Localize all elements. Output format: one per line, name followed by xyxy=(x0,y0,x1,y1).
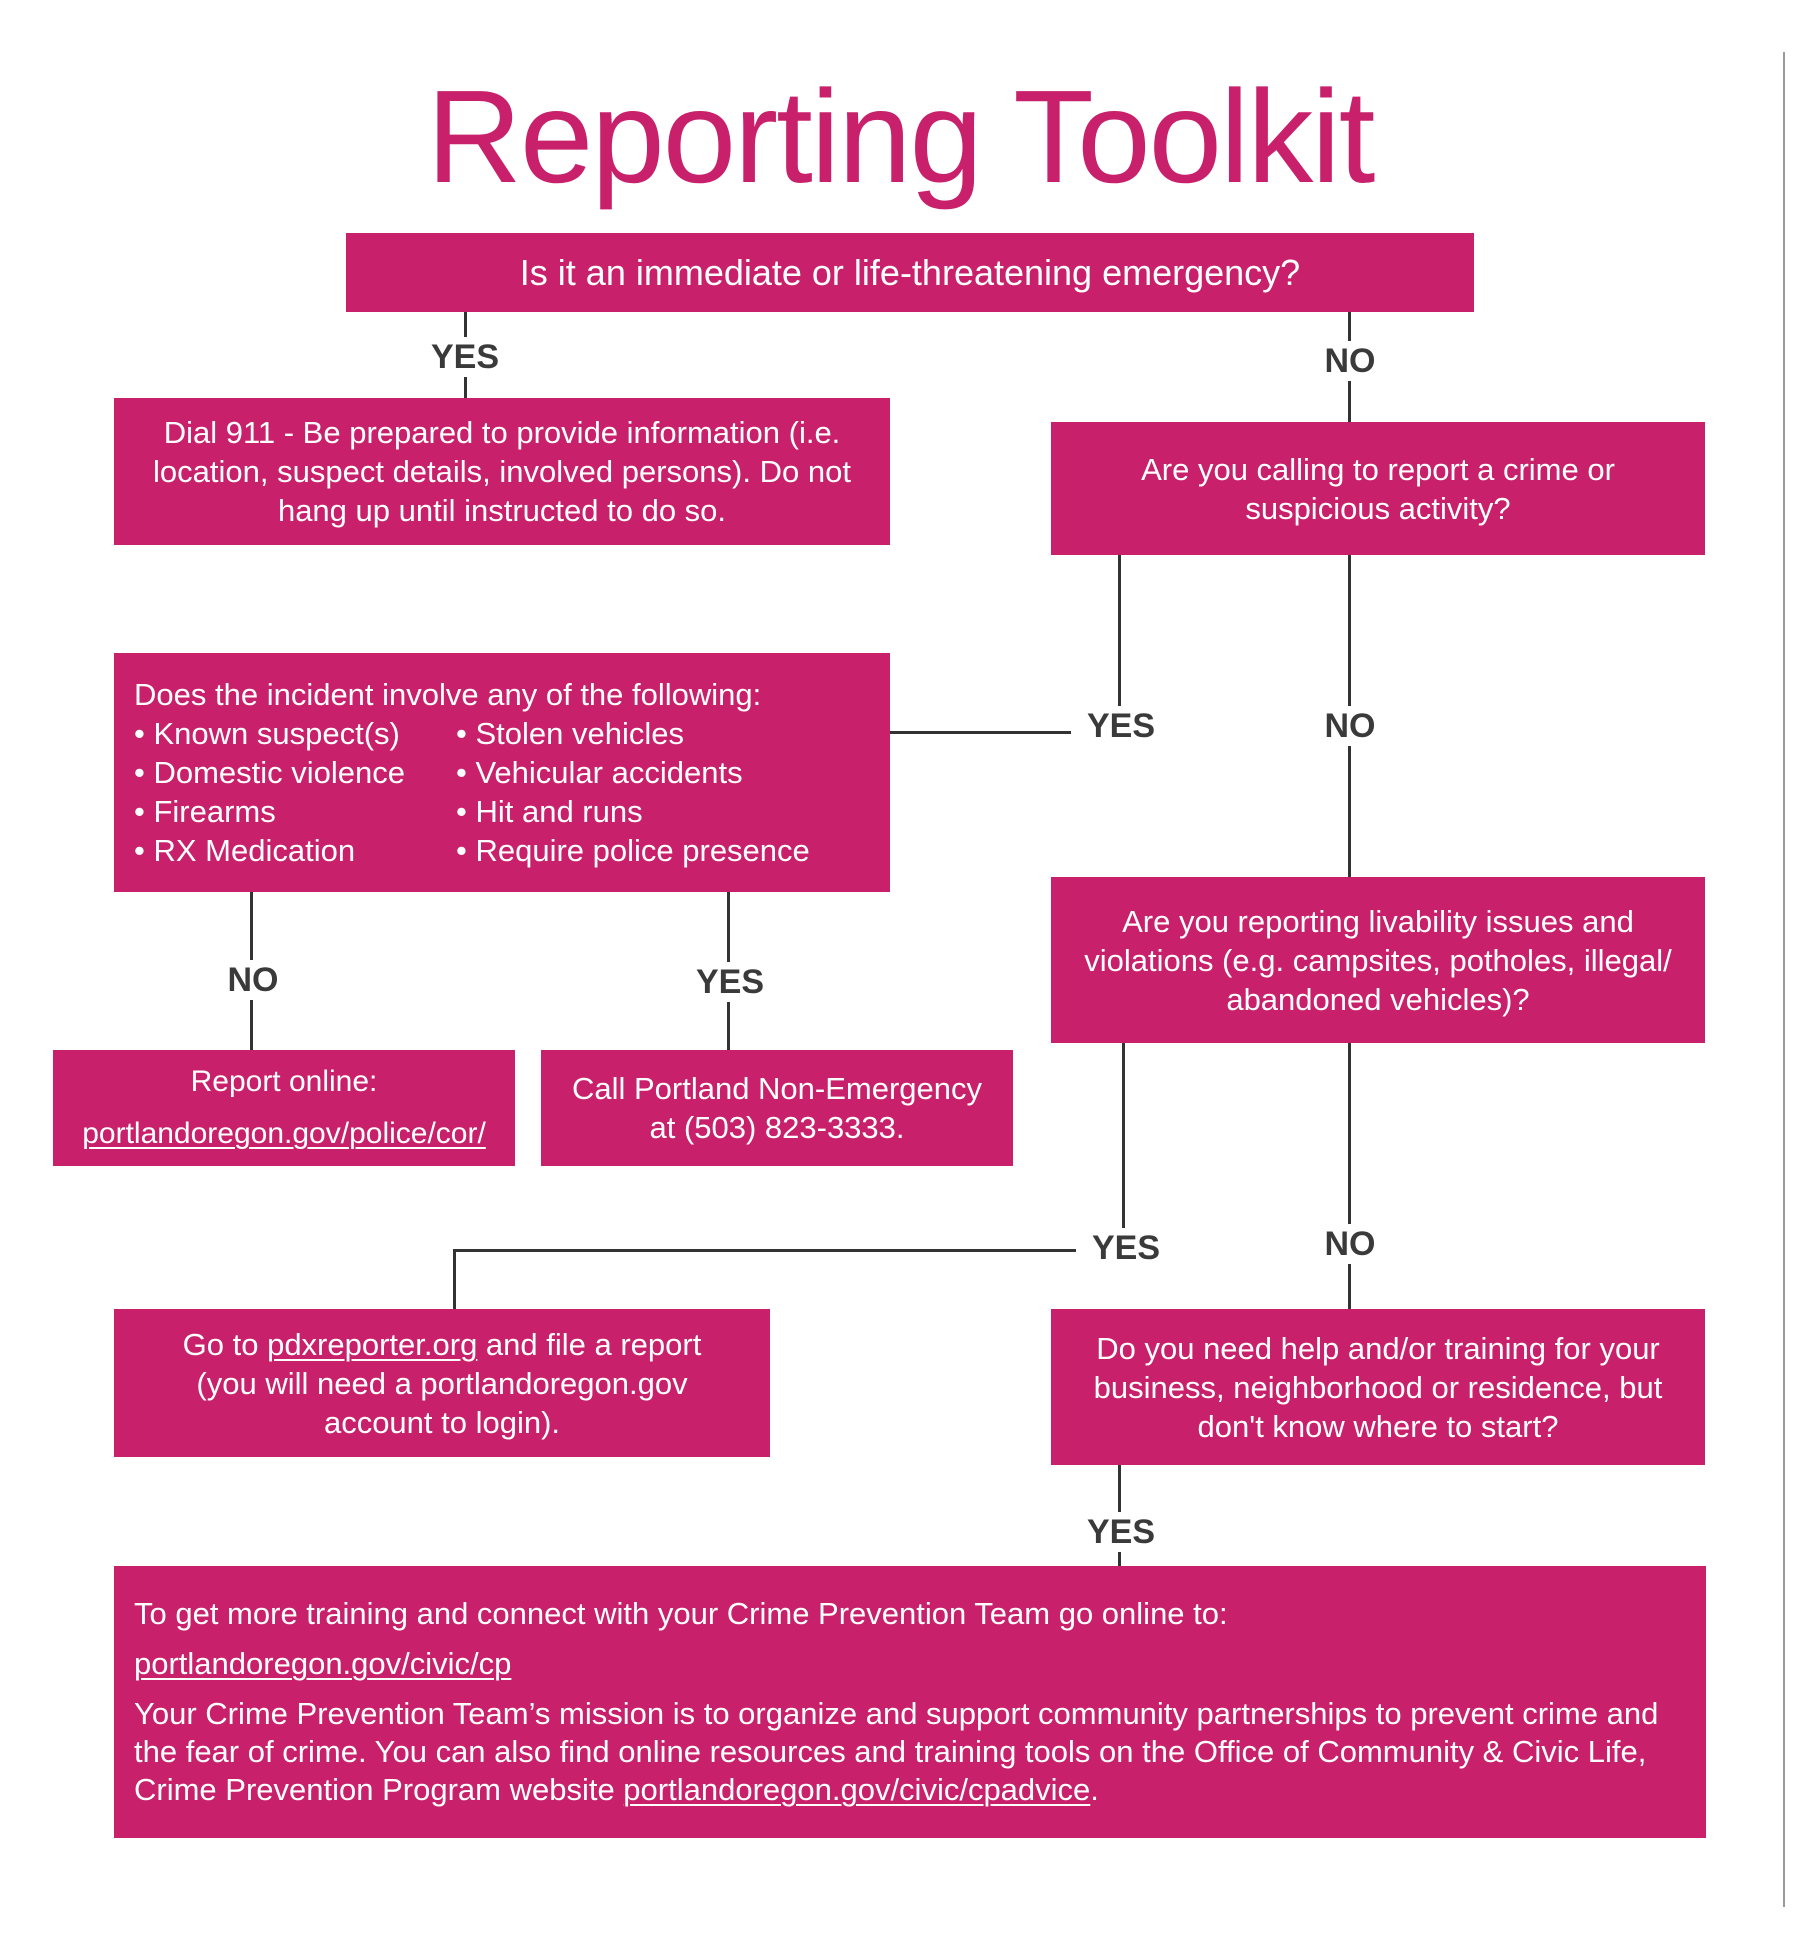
connector-livability-yes-horizontal xyxy=(453,1249,1125,1252)
question-emergency-text: Is it an immediate or life-threatening emergency? xyxy=(519,252,1301,293)
incident-item: • Firearms xyxy=(134,794,276,829)
pdxreporter-text xyxy=(154,1325,730,1442)
report-online-label: Report online: xyxy=(190,1065,378,1098)
final-intro: To get more training and connect with your Crime Prevention Team go online to: xyxy=(134,1596,1228,1631)
final-body-text xyxy=(134,1695,1686,1809)
label-incident-no: NO xyxy=(213,960,293,1000)
incident-list xyxy=(134,714,836,870)
incident-item: • Vehicular accidents xyxy=(456,755,743,790)
label-crime-yes: YES xyxy=(1071,706,1171,746)
question-incident xyxy=(114,653,890,892)
final-resources xyxy=(114,1566,1706,1838)
question-livability xyxy=(1051,877,1705,1043)
dial-911-text: Dial 911 - Be prepared to provide information (i.e. location, suspect details, involved persons). Do not hang up until instructed to do so. xyxy=(153,415,851,528)
question-crime-text: Are you calling to report a crime or suspicious activity? xyxy=(1141,451,1615,526)
action-non-emergency xyxy=(541,1050,1013,1166)
final-end: . xyxy=(1090,1772,1099,1807)
pdxreporter-suffix: and file a report (you will need a portlandoregon.gov account to login). xyxy=(196,1326,702,1440)
final-link-cp[interactable]: portlandoregon.gov/civic/cp xyxy=(134,1646,512,1681)
question-livability-text: Are you reporting livability issues and violations (e.g. campsites, potholes, illegal/ abandoned vehicles)? xyxy=(1084,903,1672,1017)
final-body: Your Crime Prevention Team’s mission is to organize and support community partnerships to prevent crime and the fear of crime. You can also find online resources and training tools on the Office of Community & Civic Life, Crime Prevention Program website xyxy=(134,1696,1659,1807)
page-title: Reporting Toolkit xyxy=(426,63,1374,210)
connector-livability-no xyxy=(1348,1040,1351,1312)
action-pdxreporter xyxy=(114,1309,770,1457)
label-livability-no: NO xyxy=(1310,1224,1390,1264)
page-edge-divider xyxy=(1783,52,1785,1907)
incident-item: • Require police presence xyxy=(456,833,810,868)
connector-livability-yes xyxy=(1122,1040,1125,1252)
incident-item: • RX Medication xyxy=(134,833,356,868)
label-livability-yes: YES xyxy=(1076,1228,1176,1268)
incident-item: • Domestic violence xyxy=(134,755,406,790)
label-incident-yes: YES xyxy=(680,962,780,1002)
connector-crime-yes xyxy=(1118,553,1121,728)
question-crime xyxy=(1051,422,1705,555)
label-emergency-yes: YES xyxy=(415,337,515,377)
label-help-yes: YES xyxy=(1071,1512,1171,1552)
question-emergency xyxy=(346,233,1474,312)
final-link-cpadvice[interactable]: portlandoregon.gov/civic/cpadvice xyxy=(623,1772,1091,1807)
incident-heading: Does the incident involve any of the following: xyxy=(134,677,762,712)
label-emergency-no: NO xyxy=(1310,341,1390,381)
question-help-text: Do you need help and/or training for your business, neighborhood or residence, but don't know where to start? xyxy=(1093,1330,1663,1444)
action-report-online xyxy=(53,1050,515,1166)
question-help xyxy=(1051,1309,1705,1465)
incident-item: • Known suspect(s) xyxy=(134,716,400,751)
pdxreporter-prefix: Go to xyxy=(182,1326,268,1362)
action-dial-911 xyxy=(114,398,890,545)
report-online-link[interactable]: portlandoregon.gov/police/cor/ xyxy=(82,1117,486,1150)
incident-item: • Stolen vehicles xyxy=(456,716,684,751)
label-crime-no: NO xyxy=(1310,706,1390,746)
connector-livability-yes-down xyxy=(453,1249,456,1312)
non-emergency-line2: at (503) 823-3333. xyxy=(649,1110,905,1145)
non-emergency-line1: Call Portland Non-Emergency xyxy=(571,1071,983,1106)
incident-item: • Hit and runs xyxy=(456,794,643,829)
pdxreporter-link[interactable]: pdxreporter.org xyxy=(267,1326,478,1362)
